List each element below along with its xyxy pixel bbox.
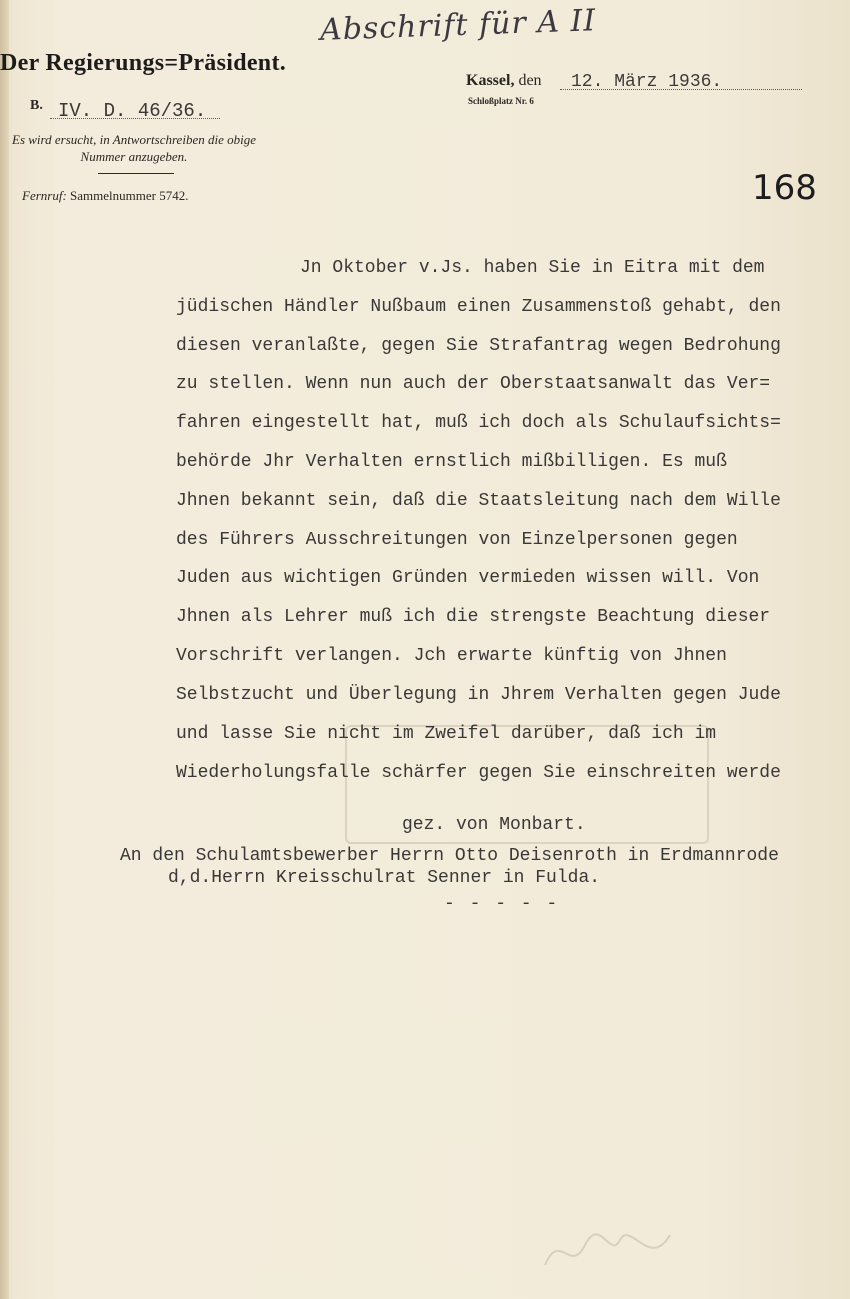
bleed-through-signature [540,1220,680,1280]
body-line: Juden aus wichtigen Gründen vermieden wissen will. Von [176,568,760,588]
body-line: Wiederholungsfalle schärfer gegen Sie einschreiten werde [176,763,781,783]
closing-dashes: - - - - - [444,894,560,914]
body-line: diesen veranlaßte, gegen Sie Strafantrag wegen Bedrohung [176,336,781,356]
city-name: Kassel, [466,72,515,89]
office-address: Schloßplatz Nr. 6 [468,96,534,106]
recipient-copy-line: d,d.Herrn Kreisschulrat Senner in Fulda. [168,868,601,888]
page-binding-edge [0,0,9,1299]
body-line: Selbstzucht und Überlegung in Jhrem Verhalten gegen Jude [176,685,781,705]
den-label: den [518,72,542,89]
body-line: jüdischen Händler Nußbaum einen Zusammenstoß gehabt, den [176,297,781,317]
recipient-line: An den Schulamtsbewerber Herrn Otto Deisenroth in Erdmannrode [120,846,779,866]
body-line: des Führers Ausschreitungen von Einzelpersonen gegen [176,530,738,550]
letter-date: 12. März 1936. [571,72,723,92]
page-number: 168 [752,168,817,208]
body-line: fahren eingestellt hat, muß ich doch als Schulaufsichts= [176,413,781,433]
signature-line: gez. von Monbart. [402,815,586,835]
body-line: Vorschrift verlangen. Jch erwarte künftig von Jhnen [176,646,727,666]
reply-instruction [0,131,268,165]
reply-instruction-line1: Es wird ersucht, in Antwortschreiben die obige [12,132,256,147]
body-line: zu stellen. Wenn nun auch der Oberstaatsanwalt das Ver= [176,374,771,394]
letterhead-divider [98,173,174,174]
letterhead-title: Der Regierungs=Präsident. [0,50,287,76]
phone-value: Sammelnummer 5742. [70,188,189,203]
handwritten-heading: Abschrift für A II [319,3,597,48]
body-line: Jn Oktober v.Js. haben Sie in Eitra mit dem [300,258,765,278]
body-line: behörde Jhr Verhalten ernstlich mißbilligen. Es muß [176,452,727,472]
reply-instruction-line2: Nummer anzugeben. [80,149,188,164]
reference-number: IV. D. 46/36. [58,100,207,122]
body-line: und lasse Sie nicht im Zweifel darüber, daß ich im [176,724,717,744]
reference-prefix: B. [30,98,43,113]
body-line: Jhnen bekannt sein, daß die Staatsleitung nach dem Wille [176,491,781,511]
place-line [466,72,542,90]
phone-label: Fernruf: [22,188,67,203]
phone-line [22,188,188,204]
body-line: Jhnen als Lehrer muß ich die strengste Beachtung dieser [176,607,771,627]
